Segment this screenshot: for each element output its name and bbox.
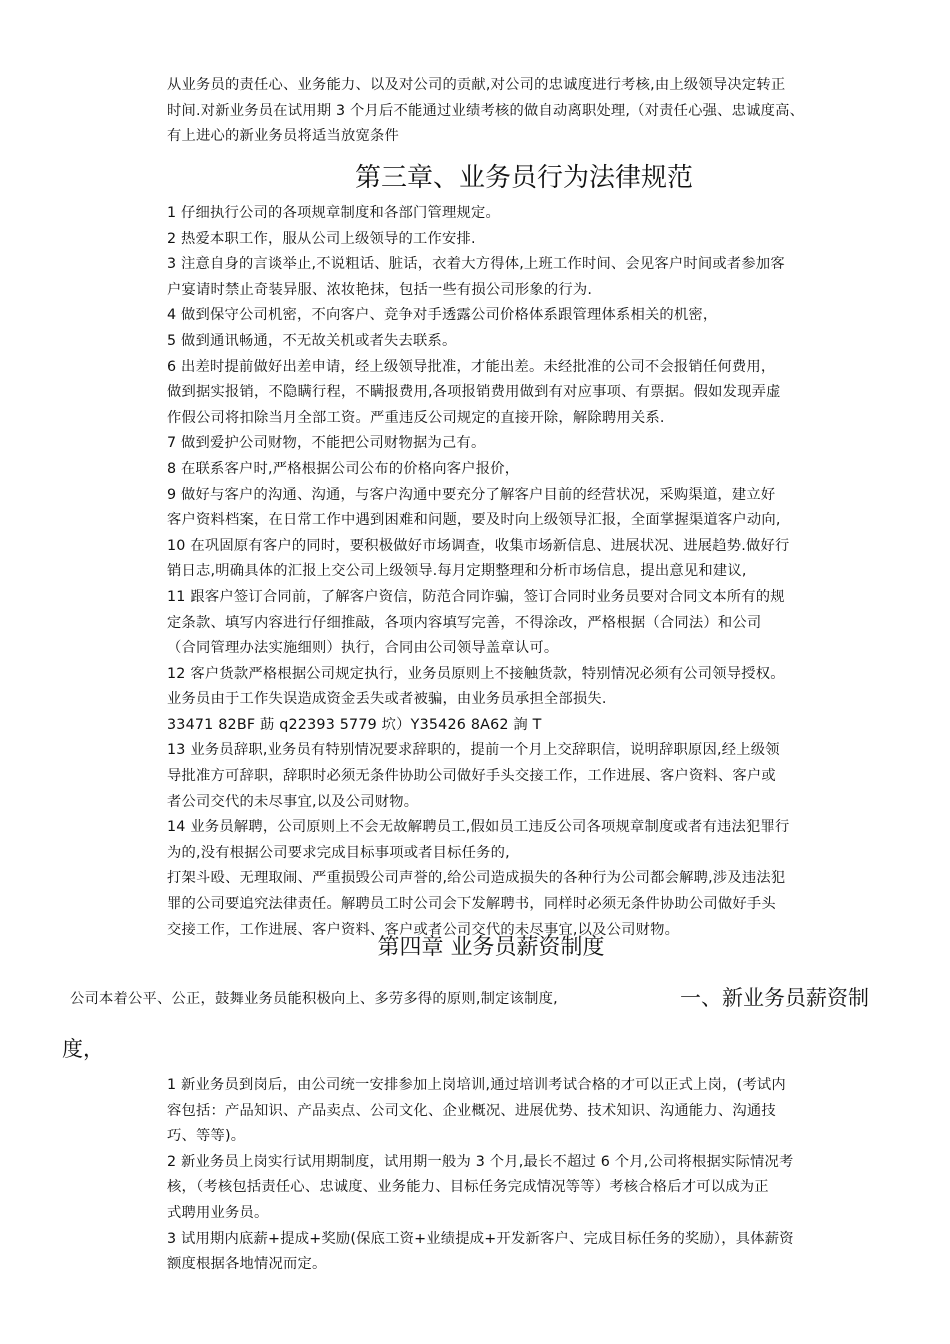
text-line: 式聘用业务员。	[167, 1204, 269, 1221]
section-1-body	[167, 1073, 887, 1278]
text-line: 12 客户货款严格根据公司规定执行，业务员原则上不接触货款，特别情况必须有公司领导授权。	[167, 665, 785, 682]
text-line: 10 在巩固原有客户的同时，要积极做好市场调查，收集市场新信息、进展状况、进展趋势.做好行	[167, 537, 790, 554]
text-line: 交接工作，工作进展、客户资料、客户或者公司交代的未尽事宜,以及公司财物。	[167, 921, 680, 938]
text-line: 者公司交代的未尽事宜,以及公司财物。	[167, 793, 419, 810]
chapter-4-title: 第四章 业务员薪资制度	[377, 935, 605, 960]
text-line: 13 业务员辞职,业务员有特别情况要求辞职的，提前一个月上交辞职信，说明辞职原因,经上级领	[167, 742, 780, 759]
chapter-4-intro: 公司本着公平、公正，鼓舞业务员能积极向上、多劳多得的原则,制定该制度,	[70, 991, 558, 1007]
text-line: 2 热爱本职工作，服从公司上级领导的工作安排.	[167, 230, 476, 247]
text-line: 容包括：产品知识、产品卖点、公司文化、企业概况、进展优势、技术知识、沟通能力、沟通技	[167, 1102, 776, 1119]
text-line: 为的,没有根据公司要求完成目标事项或者目标任务的,	[167, 844, 510, 861]
text-line: 核，（考核包括责任心、忠诚度、业务能力、目标任务完成情况等等）考核合格后才可以成为正	[167, 1179, 769, 1196]
text-line: 3 注意自身的言谈举止,不说粗话、脏话，衣着大方得体,上班工作时间、会见客户时间或者参加客	[167, 256, 785, 273]
text-line: 作假公司将扣除当月全部工资。严重违反公司规定的直接开除，解除聘用关系.	[167, 409, 665, 426]
text-line: 客户资料档案，在日常工作中遇到困难和问题，要及时向上级领导汇报，全面掌握渠道客户动向,	[167, 512, 781, 529]
text-line: 定条款、填写内容进行仔细推敲，各项内容填写完善，不得涂改，严格根据（合同法）和公司	[167, 614, 762, 631]
text-line: 有上进心的新业务员将适当放宽条件	[167, 128, 399, 145]
text-line: 时间.对新业务员在试用期 3 个月后不能通过业绩考核的做自动离职处理,（对责任心强、忠诚度高、	[167, 102, 805, 119]
text-line: 9 做好与客户的沟通、沟通，与客户沟通中要充分了解客户目前的经营状况，采购渠道，建立好	[167, 486, 776, 503]
text-line: 4 做到保守公司机密，不向客户、竞争对手透露公司价格体系跟管理体系相关的机密，	[167, 307, 718, 324]
text-line: 3 试用期内底薪+提成+奖励(保底工资+业绩提成+开发新客户、完成目标任务的奖励），具体薪资	[167, 1230, 794, 1247]
chapter-3-title: 第三章、业务员行为法律规范	[354, 163, 693, 193]
text-line: 打架斗殴、无理取闹、严重损毁公司声誉的,给公司造成损失的各种行为公司都会解聘,涉及违法犯	[167, 870, 786, 887]
section-1-heading-continued: 度，	[62, 1037, 104, 1061]
text-line: 33471 82BF 莇 q22393 5779 坹）Y35426 8A62 詢 T	[167, 716, 542, 733]
text-line: 6 出差时提前做好出差申请，经上级领导批准，才能出差。未经批准的公司不会报销任何费用，	[167, 358, 776, 375]
text-line: 户宴请时禁止奇装异服、浓妆艳抹，包括一些有损公司形象的行为.	[167, 281, 593, 298]
chapter-3-body	[167, 201, 887, 943]
text-line: 2 新业务员上岗实行试用期制度，试用期一般为 3 个月,最长不超过 6 个月,公司将根据实际情况考	[167, 1153, 794, 1170]
text-line: 额度根据各地情况而定。	[167, 1256, 327, 1273]
text-line: 做到据实报销，不隐瞒行程，不瞒报费用,各项报销费用做到有对应事项、有票据。假如发现弄虚	[167, 384, 781, 401]
text-line: 销日志,明确具体的汇报上交公司上级领导.每月定期整理和分析市场信息，提出意见和建议,	[167, 563, 747, 580]
section-1-heading: 一、新业务员薪资制	[680, 986, 869, 1010]
text-line: 业务员由于工作失误造成资金丢失或者被骗，由业务员承担全部损失.	[167, 691, 607, 708]
text-line: （合同管理办法实施细则）执行，合同由公司领导盖章认可。	[167, 640, 559, 657]
text-line: 11 跟客户签订合同前，了解客户资信，防范合同诈骗，签订合同时业务员要对合同文本所有的规	[167, 588, 785, 605]
text-line: 导批准方可辞职，辞职时必须无条件协助公司做好手头交接工作，工作进展、客户资料、客户或	[167, 768, 776, 785]
text-line: 1 仔细执行公司的各项规章制度和各部门管理规定。	[167, 205, 500, 221]
text-line: 8 在联系客户时,严格根据公司公布的价格向客户报价，	[167, 460, 520, 477]
text-line: 巧、等等)。	[167, 1128, 246, 1145]
intro-paragraph	[167, 73, 887, 150]
text-line: 7 做到爱护公司财物，不能把公司财物据为己有。	[167, 435, 486, 452]
text-line: 从业务员的责任心、业务能力、以及对公司的贡献,对公司的忠诚度进行考核,由上级领导决定转正	[167, 77, 786, 93]
text-line: 14 业务员解聘，公司原则上不会无故解聘员工,假如员工违反公司各项规章制度或者有违法犯罪行	[167, 819, 790, 836]
text-line: 罪的公司要追究法律责任。解聘员工时公司会下发解聘书，同样时必须无条件协助公司做好手头	[167, 896, 776, 913]
text-line: 1 新业务员到岗后，由公司统一安排参加上岗培训,通过培训考试合格的才可以正式上岗，(考试内	[167, 1077, 786, 1093]
text-line: 5 做到通讯畅通，不无故关机或者失去联系。	[167, 332, 457, 349]
